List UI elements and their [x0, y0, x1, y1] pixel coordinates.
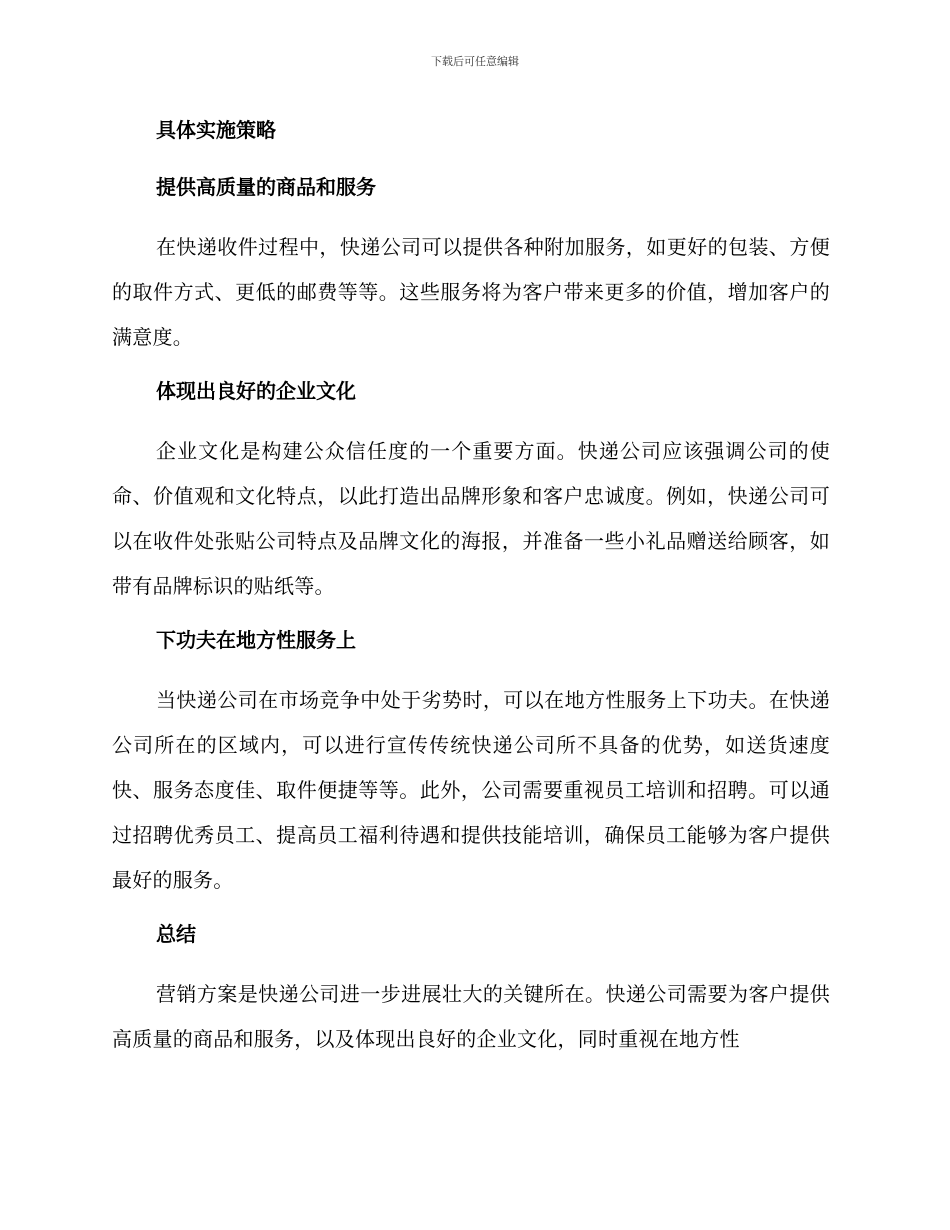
section-heading-quality-service: 提供高质量的商品和服务: [156, 175, 376, 199]
section-heading-corporate-culture: 体现出良好的企业文化: [156, 379, 356, 403]
paragraph-corporate-culture: 企业文化是构建公众信任度的一个重要方面。快递公司应该强调公司的使命、价值观和文化特点，以此打造出品牌形象和客户忠诚度。例如，快递公司可以在收件处张贴公司特点及品牌文化的海报，并准备一些小礼品赠送给顾客，如带有品牌标识的贴纸等。: [112, 439, 830, 598]
section-heading-local-service: 下功夫在地方性服务上: [156, 628, 356, 652]
paragraph-summary: 营销方案是快递公司进一步进展壮大的关键所在。快递公司需要为客户提供高质量的商品和服务，以及体现出良好的企业文化，同时重视在地方性: [112, 982, 830, 1051]
section-heading-summary: 总结: [156, 922, 196, 946]
section-heading-strategy: 具体实施策略: [156, 118, 276, 142]
paragraph-quality-service: 在快递收件过程中，快递公司可以提供各种附加服务，如更好的包装、方便的取件方式、更低的邮费等等。这些服务将为客户带来更多的价值，增加客户的满意度。: [112, 235, 830, 349]
document-body: [112, 111, 830, 1074]
paragraph-local-service: 当快递公司在市场竞争中处于劣势时，可以在地方性服务上下功夫。在快递公司所在的区域内，可以进行宣传传统快递公司所不具备的优势，如送货速度快、服务态度佳、取件便捷等等。此外，公司需要重视员工培训和招聘。可以通过招聘优秀员工、提高员工福利待遇和提供技能培训，确保员工能够为客户提供最好的服务。: [112, 688, 830, 892]
header-note: 下载后可任意编辑: [431, 55, 519, 68]
